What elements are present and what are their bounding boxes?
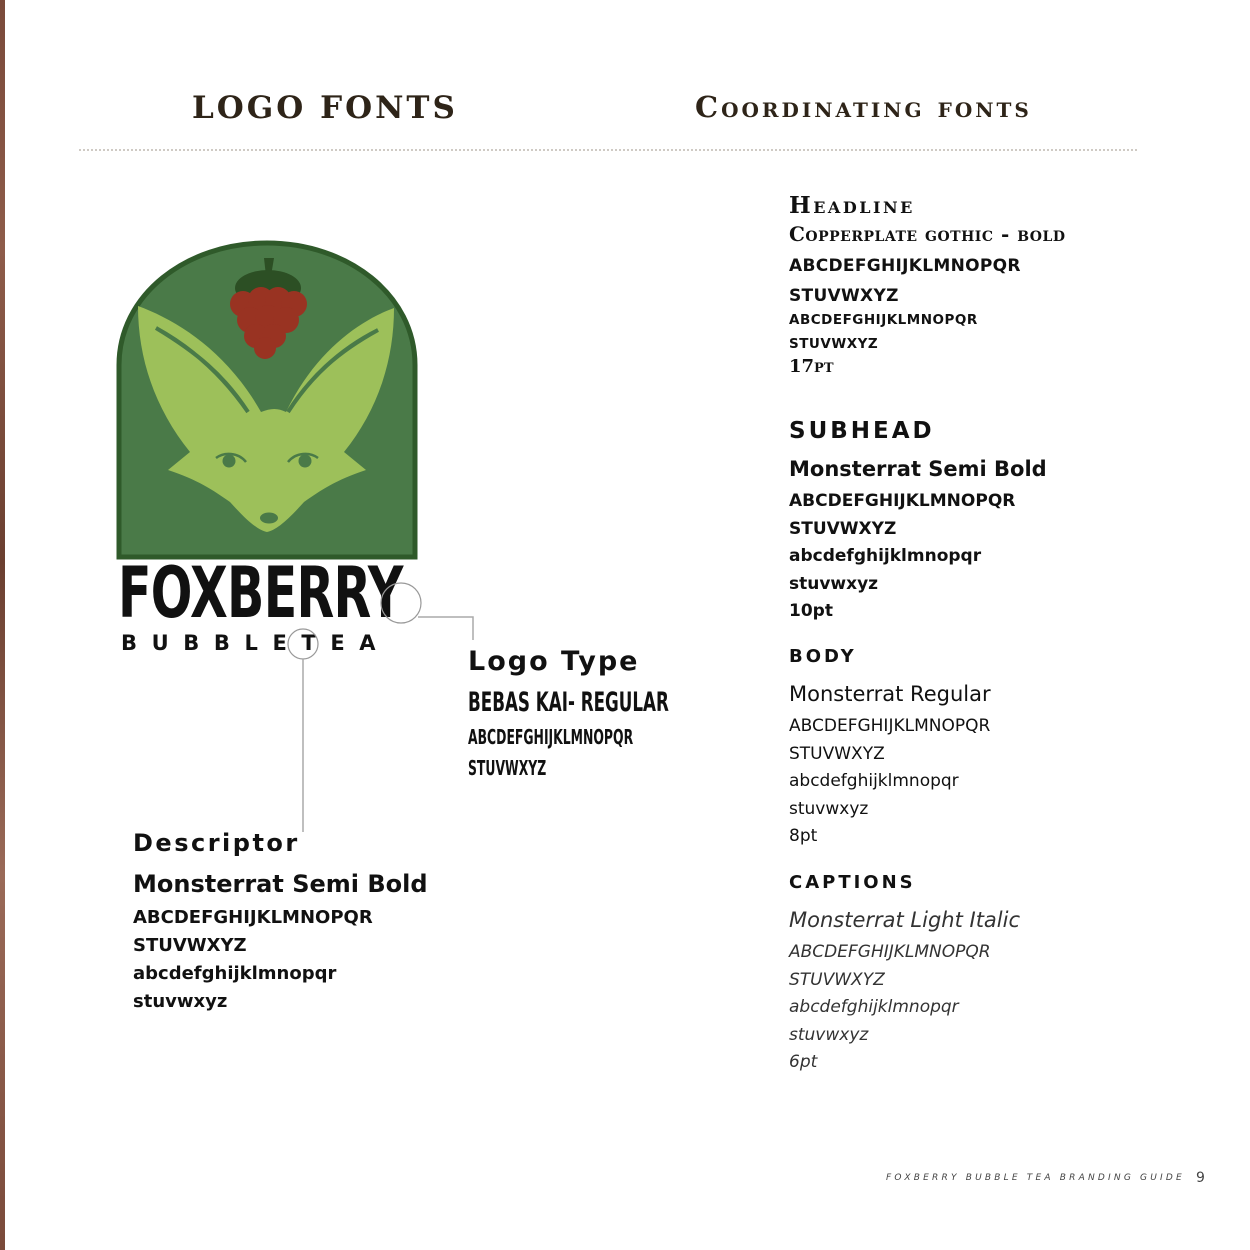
foxberry-fox-logo-icon	[116, 240, 418, 560]
book-spine-edge	[0, 0, 5, 1250]
headline-size: 17pt	[789, 356, 834, 377]
logo-type-alphabet-upper-2: STUVWXYZ	[468, 756, 547, 780]
headline-alphabet-upper-2: STUVWXYZ	[789, 286, 899, 306]
captions-alphabet-lower-1: abcdefghijklmnopqr	[789, 997, 959, 1017]
subhead-alphabet-upper-2: STUVWXYZ	[789, 518, 897, 539]
subhead-specimen	[789, 416, 1047, 624]
captions-font-name: Monsterrat Light Italic	[789, 908, 1021, 932]
descriptor-specimen	[133, 826, 428, 1014]
captions-label: CAPTIONS	[789, 872, 916, 893]
descriptor-font-name: Monsterrat Semi Bold	[133, 870, 428, 898]
subhead-label: SUBHEAD	[789, 418, 935, 444]
page-number: 9	[1196, 1170, 1205, 1186]
subhead-font-name: Monsterrat Semi Bold	[789, 457, 1047, 481]
body-font-name: Monsterrat Regular	[789, 682, 991, 706]
body-alphabet-upper-2: STUVWXYZ	[789, 743, 885, 764]
captions-size: 6pt	[789, 1052, 818, 1072]
headline-label: Headline	[789, 192, 915, 219]
coordinating-fonts-title: Coordinating fonts	[695, 90, 1032, 124]
captions-alphabet-lower-2: stuvwxyz	[789, 1024, 869, 1045]
subhead-alphabet-lower-1: abcdefghijklmnopqr	[789, 546, 982, 566]
subhead-alphabet-upper-1: ABCDEFGHIJKLMNOPQR	[789, 491, 1016, 511]
logo-descriptor: BUBBLETEA	[121, 631, 391, 655]
logo-type-specimen	[468, 644, 792, 784]
descriptor-alphabet-upper-2: STUVWXYZ	[133, 935, 247, 956]
body-specimen	[789, 645, 991, 849]
logo-type-label: Logo Type	[468, 646, 640, 677]
headline-alphabet-upper-1: ABCDEFGHIJKLMNOPQR	[789, 256, 1021, 276]
logo-type-alphabet-upper-1: ABCDEFGHIJKLMNOPQR	[468, 725, 634, 749]
body-label: BODY	[789, 646, 857, 667]
footer-guide-title: FOXBERRY BUBBLE TEA BRANDING GUIDE	[886, 1173, 1185, 1183]
body-size: 8pt	[789, 826, 818, 846]
headline-alphabet-lower-2: STUVWXYZ	[789, 336, 879, 352]
headline-specimen	[789, 192, 1065, 378]
captions-specimen	[789, 871, 1020, 1075]
logo-fonts-title: LOGO FONTS	[192, 90, 458, 126]
headline-font-name: Copperplate gothic - bold	[789, 222, 1066, 246]
captions-alphabet-upper-2: STUVWXYZ	[789, 969, 885, 990]
descriptor-label: Descriptor	[133, 829, 300, 857]
logo-wordmark: FOXBERRY	[118, 552, 403, 634]
descriptor-alphabet-lower-1: abcdefghijklmnopqr	[133, 963, 337, 984]
captions-alphabet-upper-1: ABCDEFGHIJKLMNOPQR	[789, 942, 991, 962]
logo-type-font-name: BEBAS KAI- REGULAR	[468, 687, 669, 718]
subhead-size: 10pt	[789, 601, 833, 621]
subhead-alphabet-lower-2: stuvwxyz	[789, 573, 879, 594]
dotted-divider	[79, 149, 1137, 151]
body-alphabet-lower-1: abcdefghijklmnopqr	[789, 771, 959, 791]
descriptor-alphabet-lower-2: stuvwxyz	[133, 991, 228, 1012]
headline-alphabet-lower-1: ABCDEFGHIJKLMNOPQR	[789, 312, 978, 328]
body-alphabet-lower-2: stuvwxyz	[789, 798, 869, 819]
body-alphabet-upper-1: ABCDEFGHIJKLMNOPQR	[789, 716, 991, 736]
descriptor-alphabet-upper-1: ABCDEFGHIJKLMNOPQR	[133, 907, 373, 928]
